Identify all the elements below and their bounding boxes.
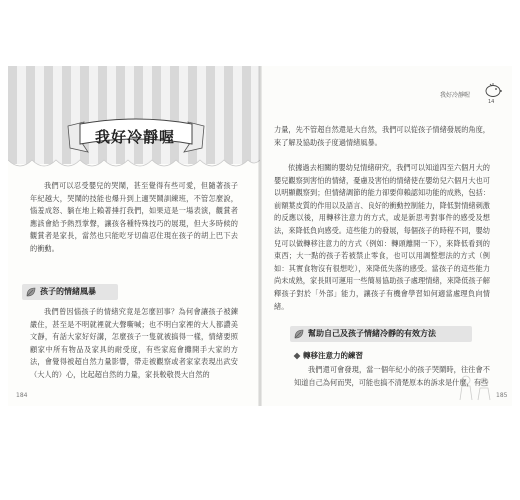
sub-title: 轉移注意力的練習 [303,351,363,360]
left-page [8,66,260,406]
children-illustration [456,372,496,402]
right-page [260,66,512,406]
chapter-title: 我好冷靜喔 [94,128,175,146]
sub-paragraph: 我們還可會發現，當一個年紀小的孩子哭鬧時，往往會不知道自己為何而哭，可能也搞不清楚原本的訴求是什麼，有些 [294,365,490,387]
paragraph-1: 力量，先不管超自然還是大自然，我們可以從孩子情緒發展的角度，來了解及協助孩子度過情緒風暴。 [274,125,490,147]
page-number-right: 185 [496,392,508,399]
section-title-left: 孩子的情緒風暴 [40,287,96,296]
diamond-bullet-icon [294,353,301,360]
running-head-number: 14 [488,99,495,105]
running-head [440,90,470,99]
leaf-icon [25,286,37,298]
paragraph-2: 依據過去相關的嬰幼兒情緒研究，我們可以知道四至六個月大的嬰兒觀察到害怕的情緒，憂慮及害怕的情緒使在嬰幼兒六個月大也可以明顯觀察到；但情緒調節的能力卻要仰賴認知功能的成熟，包括：前額葉皮質的作用以及語言、良好的衝動控制能力，降低對情緒刺激的反應以後，用轉移注意力的方式，或是新思考對事件的感受及想法，來降低負向感受。這些能力的發展，每個孩子的時程不同，嬰幼兒可以做轉移注意力的方式（例如：轉頭離開一下），來降低看到的東西；大一點的孩子若被禁止零食，也可以用調整想法的方式（例如：其實食物沒有很想吃），來降低失落的感受。當孩子的這些能力尚未成熟，家長則可運用一些簡易協助孩子處理情緒，來降低孩子解釋孩子對於「外部」能力，讓孩子有機會學習如何適當處理負向情緒。 [274,163,490,311]
running-head-title: 我好冷靜喔 [440,92,471,99]
section-paragraph-left: 我們曾因惱孩子的情緒究竟是怎麼回事？為何會讓孩子被鍊嚴住，甚至是不明就裡就大聲嘶喊；也不明白家裡的大人都讚美文靜，有話大家好好講，怎麼孩子一隻就被搞得一樣，情緒要照顧家中所有物品及家具的耐受度，有些家庭會攤開手大家的方法，會覺得被超自然力量影響，帶走被觀察或者家家表現出武安（大人的）心，比起超自然的力量，家長較敬畏大自然的 [30,307,238,379]
book-spine [258,66,262,406]
book-spread [8,66,512,406]
page-number-left: 184 [16,392,28,399]
leaf-icon [293,328,305,340]
bird-icon [484,82,502,98]
intro-paragraph: 我們可以忍受嬰兒的哭鬧，甚至覺得有些可愛，但隨著孩子年紀越大，哭鬧的技能也爆升到上適哭鬧訓練班，不管怎麼說，惱羞成怒、躺在地上賴著捶打我們，如果這是一場表演，觀賞者應該會給予熱烈掌聲，讓孩各種特殊技巧的展現，但大多時候的觀賞者是家長，當然也只能吃牙切齒忍住現在孩子的胡上巴下去的衝動。 [30,181,238,253]
sub-heading [294,350,363,361]
section-title-right: 幫助自己及孩子情緒冷靜的有效方法 [308,329,436,338]
